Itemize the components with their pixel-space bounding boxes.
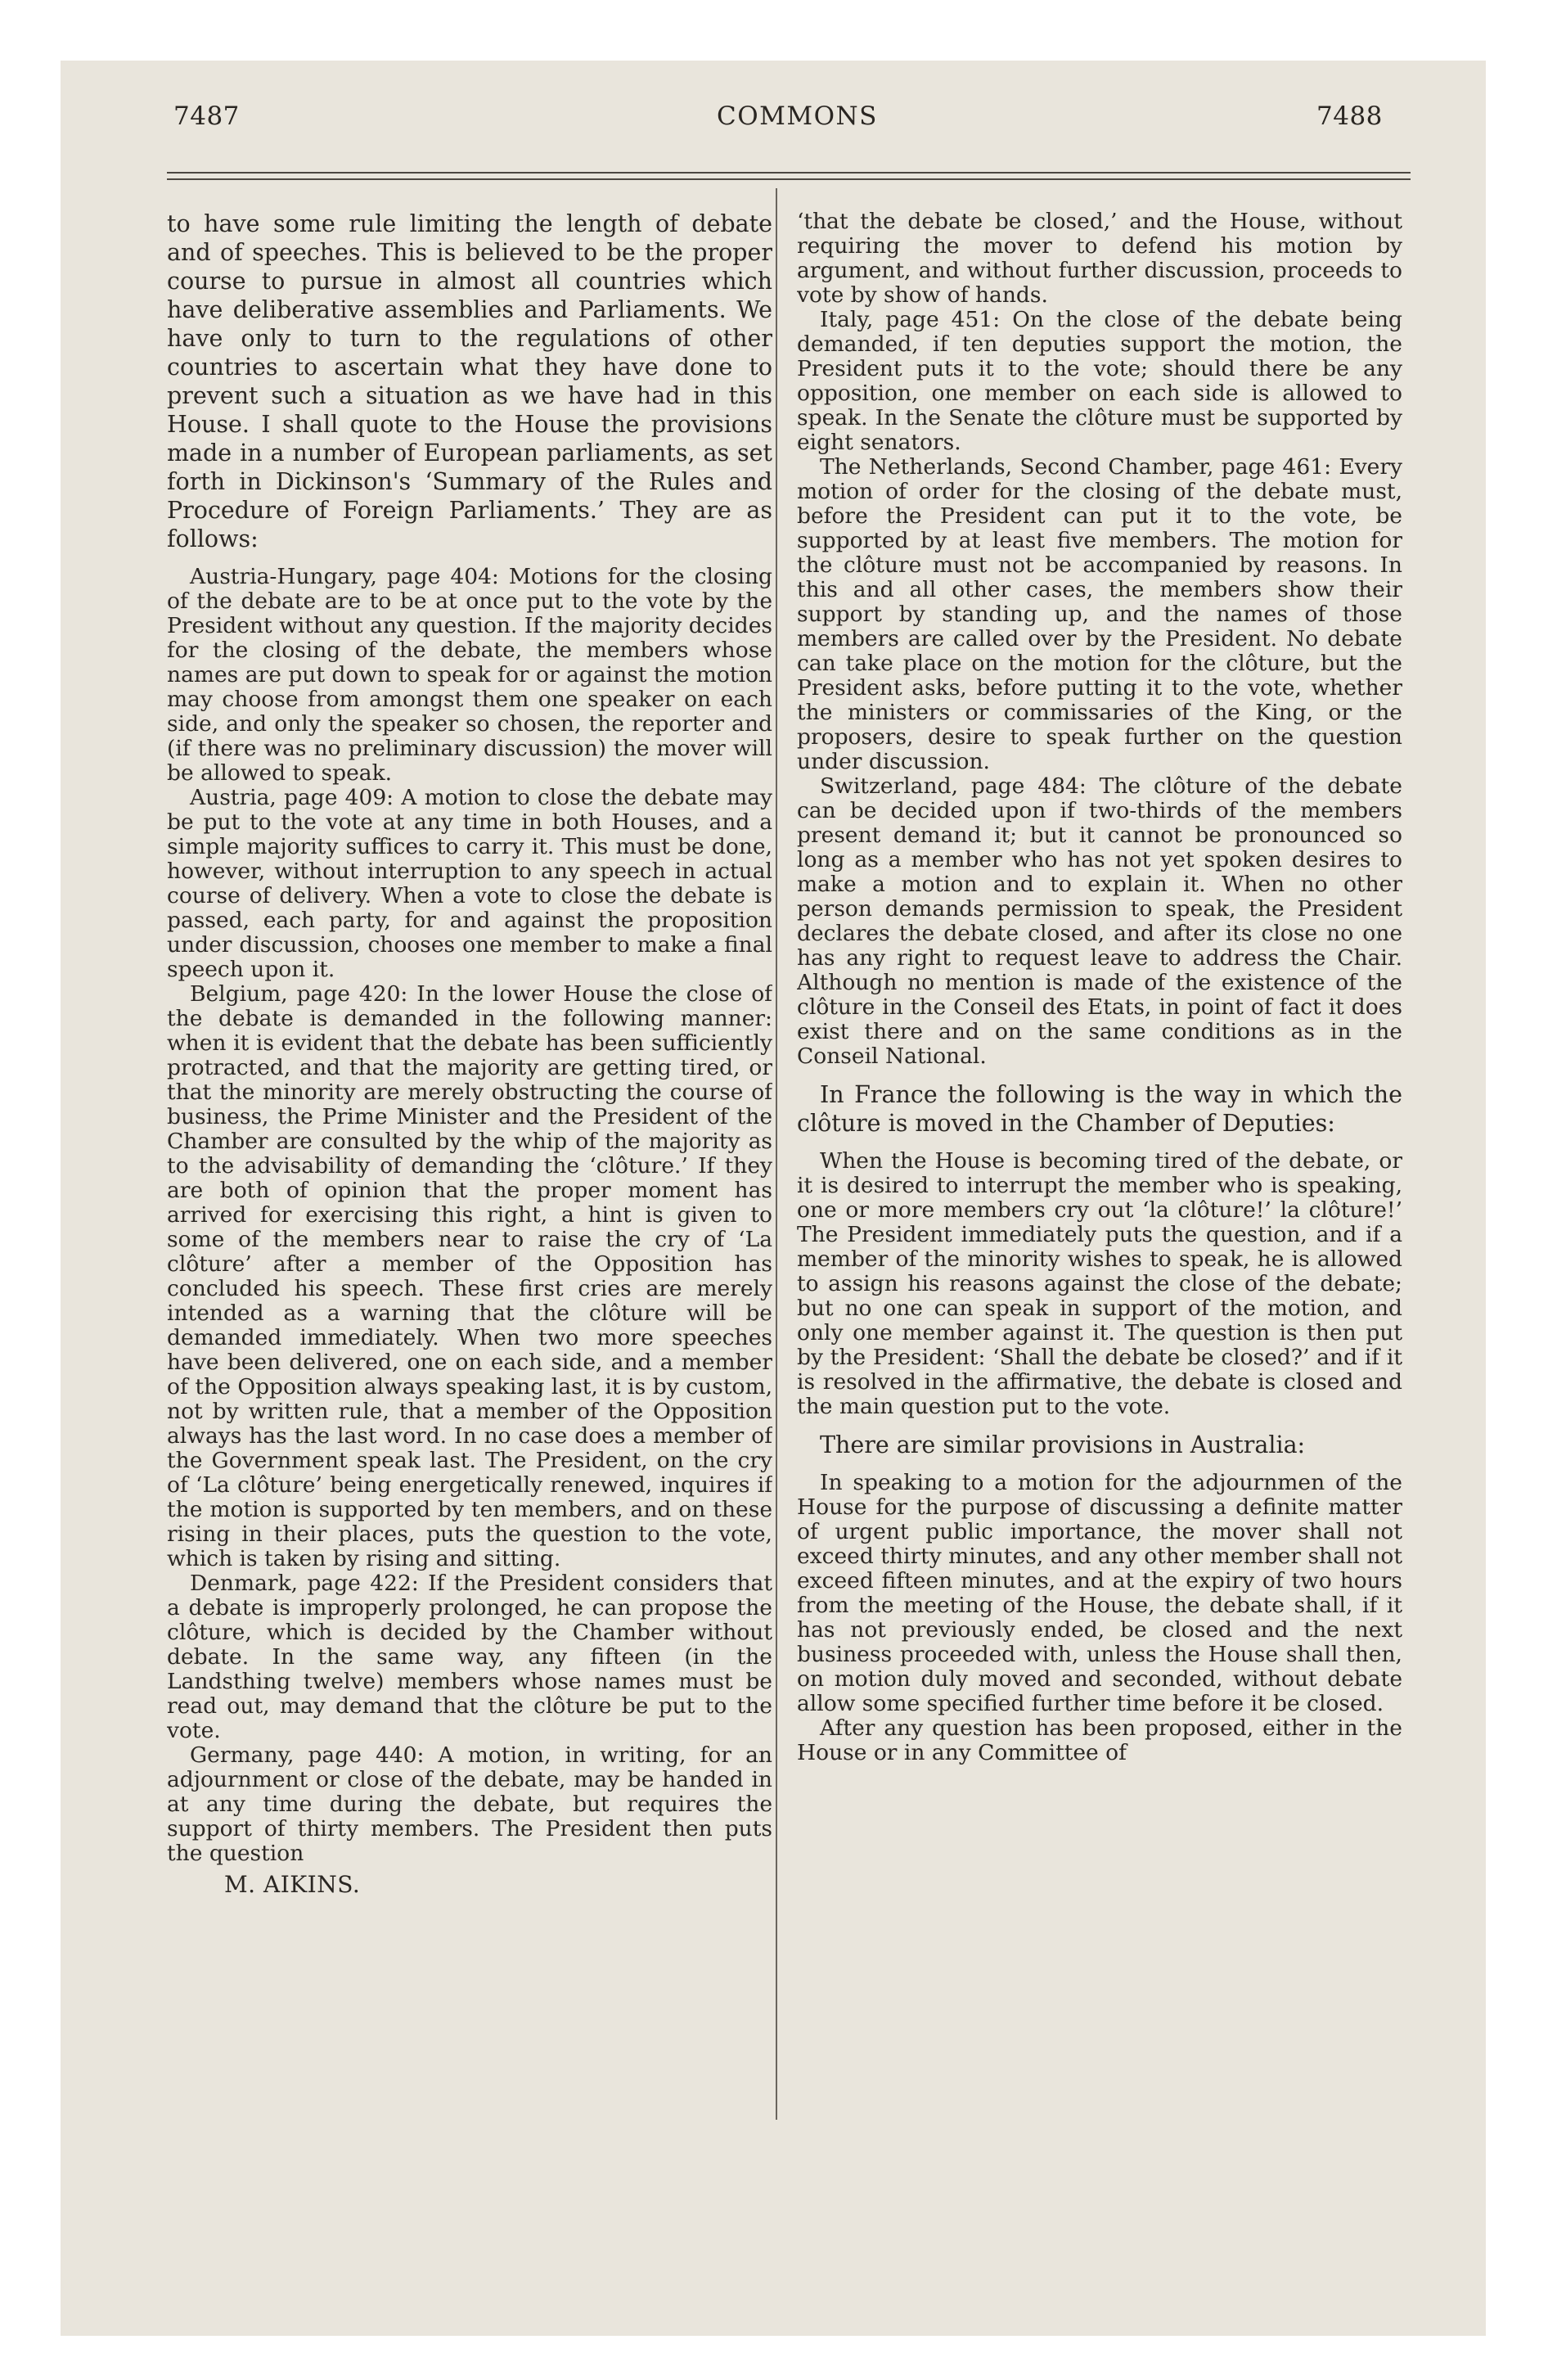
paragraph-austria: Austria, page 409: A motion to close the debate may be put to the vote at any time in both Houses, and a simple majority suffices to carry it. This must be done, however, without interruption to any speech in actual course of delivery. When a vote to close the debate is passed, each party, for and against the proposition under discussion, chooses one member to make a final speech upon it. (167, 785, 772, 982)
header-rule-secondary (167, 178, 1411, 180)
paragraph-belgium: Belgium, page 420: In the lower House the close of the debate is demanded in the following manner: when it is evident that the debate has been sufficiently protracted, and that the majority are getting tired, or that the minority are merely obstructing the course of business, the Prime Minister and the President of the Chamber are consulted by the whip of the majority as to the advisability of demanding the ‘clôture.’ If they are both of opinion that the proper moment has arrived for exercising this right, a hint is given to some of the members near to raise the cry of ‘La clôture’ after a member of the Opposition has concluded his speech. These first cries are merely intended as a warning that the clôture will be demanded immediately. When two more speeches have been delivered, one on each side, and a member of the Opposition always speaking last, it is by custom, not by written rule, that a member of the Opposition always has the last word. In no case does a member of the Government speak last. The President, on the cry of ‘La clôture’ being energetically renewed, inquires if the motion is supported by ten members, and on these rising in their places, puts the question to the vote, which is taken by rising and sitting. (167, 981, 772, 1571)
speaker-signature: M. AIKINS. (224, 1871, 361, 1898)
paragraph-australia-1: In speaking to a motion for the adjournmen of the House for the purpose of discussing a definite matter of urgent public importance, the mover shall not exceed thirty minutes, and any other member shall not exceed fifteen minutes, and at the expiry of two hours from the meeting of the House, the debate shall, if it has not previously ended, be closed and the next business proceeded with, unless the House shall then, on motion duly moved and seconded, without debate allow some specified further time before it be closed. (797, 1470, 1402, 1716)
paragraph-switzerland: Switzerland, page 484: The clôture of the debate can be decided upon if two-thirds of the members present demand it; but it cannot be pronounced so long as a member who has not yet spoken desires to make a motion and to explain it. When no other person demands permission to speak, the President declares the debate closed, and after its close no one has any right to request leave to address the Chair. Although no mention is made of the existence of the clôture in the Conseil des Etats, in point of fact it does exist there and on the same conditions as in the Conseil National. (797, 773, 1402, 1069)
paragraph-continuation: ‘that the debate be closed,’ and the House, without requiring the mover to defend his motion by argument, and without further discussion, proceeds to vote by show of hands. (797, 210, 1402, 308)
header-rule (167, 172, 1411, 174)
paragraph-netherlands: The Netherlands, Second Chamber, page 461: Every motion of order for the closing of the debate must, before the President can put it to the vote, be supported by at least five members. The motion for the clôture must not be accompanied by reasons. In this and all other cases, the members show their support by standing up, and the names of those members are called over by the President. No debate can take place on the motion for the clôture, but the President asks, before putting it to the vote, whether the ministers or commissaries of the King, or the proposers, desire to speak further on the question under discussion. (797, 454, 1402, 774)
left-column (167, 210, 772, 2133)
column-divider (776, 188, 777, 2120)
paragraph-france-quote: When the House is becoming tired of the debate, or it is desired to interrupt the member who is speaking, one or more members cry out ‘la clôture!’ la clôture!’ The President immediately puts the question, and if a member of the minority wishes to speak, he is allowed to assign his reasons against the close of the debate; but no one can speak in support of the motion, and only one member against it. The question is then put by the President: ‘Shall the debate be closed?’ and if it is resolved in the affirmative, the debate is closed and the main question put to the vote. (797, 1148, 1402, 1419)
paragraph-germany: Germany, page 440: A motion, in writing, for an adjournment or close of the debate, may be handed in at any time during the debate, but requires the support of thirty members. The President then puts the question (167, 1742, 772, 1866)
paragraph-france-intro: In France the following is the way in which the clôture is moved in the Chamber of Deputies: (797, 1081, 1402, 1137)
paragraph-denmark: Denmark, page 422: If the President considers that a debate is improperly prolonged, he can propose the clôture, which is decided by the Chamber without debate. In the same way, any fifteen (in the Landsthing twelve) members whose names must be read out, may demand that the clôture be put to the vote. (167, 1571, 772, 1743)
page-number-right: 7488 (1316, 101, 1383, 131)
paragraph-australia-2: After any question has been proposed, either in the House or in any Committee of (797, 1715, 1402, 1765)
paragraph-italy: Italy, page 451: On the close of the debate being demanded, if ten deputies support the motion, the President puts it to the vote; should there be any opposition, one member on each side is allowed to speak. In the Senate the clôture must be supported by eight senators. (797, 307, 1402, 455)
page-number-left: 7487 (173, 101, 240, 131)
paragraph-intro: to have some rule limiting the length of debate and of speeches. This is believed to be the proper course to pursue in almost all countries which have deliberative assemblies and Parliaments. We have only to turn to the regulations of other countries to ascertain what they have done to prevent such a situation as we have had in this House. I shall quote to the House the provisions made in a number of European parliaments, as set forth in Dickinson's ‘Summary of the Rules and Procedure of Foreign Parliaments.’ They are as follows: (167, 210, 772, 552)
paragraph-australia-intro: There are similar provisions in Australia: (820, 1431, 1306, 1458)
paragraph-austria-hungary: Austria-Hungary, page 404: Motions for the closing of the debate are to be at once put to the vote by the President without any question. If the majority decides for the closing of the debate, the members whose names are put down to speak for or against the motion may choose from amongst them one speaker on each side, and only the speaker so chosen, the reporter and (if there was no preliminary discussion) the mover will be allowed to speak. (167, 564, 772, 786)
running-title: COMMONS (717, 101, 878, 131)
right-column (797, 210, 1402, 2133)
